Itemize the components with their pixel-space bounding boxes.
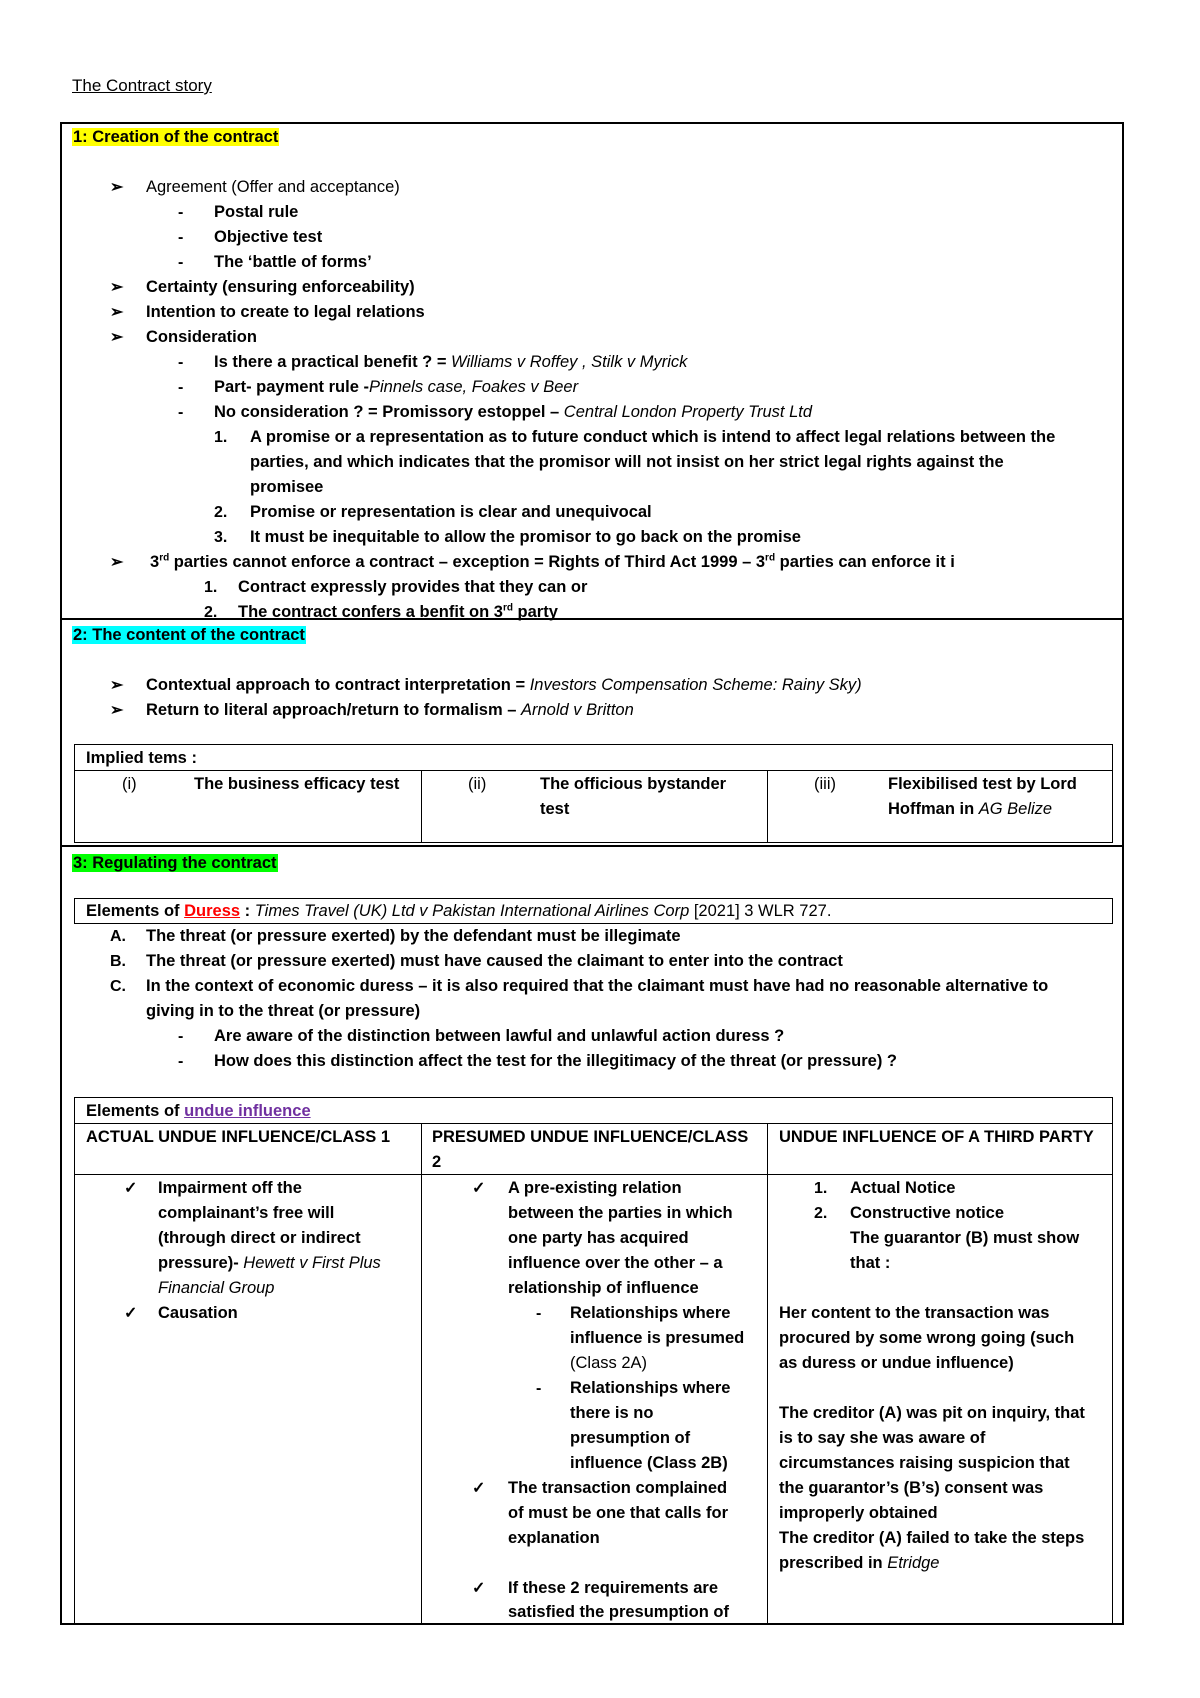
presumed-element-relation: between the parties in which <box>508 1204 733 1222</box>
list-number: 2. <box>814 1205 828 1222</box>
checkmark-icon: ✓ <box>472 1480 486 1497</box>
presumed-element-relation: one party has acquired <box>508 1229 689 1247</box>
list-letter: A. <box>110 928 126 945</box>
dash-bullet-icon: - <box>178 1053 184 1070</box>
table-rule <box>421 1123 422 1624</box>
third-party-condition: as duress or undue influence) <box>779 1354 1014 1372</box>
implied-terms-heading: Implied tems : <box>86 749 197 767</box>
column-header-third-party: UNDUE INFLUENCE OF A THIRD PARTY <box>779 1128 1094 1146</box>
literal-approach: Return to literal approach/return to formalism – Arnold v Britton <box>146 701 634 719</box>
table-rule <box>74 770 1113 771</box>
flexibilised-test: Flexibilised test by Lord <box>888 775 1077 793</box>
objective-test: Objective test <box>214 228 323 246</box>
duress-element-b: The threat (or pressure exerted) must have caused the claimant to enter into the contract <box>146 952 843 970</box>
dash-bullet-icon: - <box>178 254 184 271</box>
checkmark-icon: ✓ <box>124 1180 138 1197</box>
duress-element-c: giving in to the threat (or pressure) <box>146 1002 421 1020</box>
certainty-item: Certainty (ensuring enforceability) <box>146 278 415 296</box>
checkmark-icon: ✓ <box>472 1180 486 1197</box>
postal-rule: Postal rule <box>214 203 299 221</box>
presumed-element-relation: A pre-existing relation <box>508 1179 682 1197</box>
class-2a-item: influence is presumed <box>570 1329 745 1347</box>
presumed-element-transaction: of must be one that calls for <box>508 1504 729 1522</box>
list-number: 2. <box>204 604 218 621</box>
dash-bullet-icon: - <box>178 354 184 371</box>
third-party-condition: improperly obtained <box>779 1504 938 1522</box>
business-efficacy-test: The business efficacy test <box>194 775 400 793</box>
list-number: 1. <box>814 1180 828 1197</box>
presumed-element-transaction: explanation <box>508 1529 600 1547</box>
table-rule <box>767 1123 768 1624</box>
actual-element-impairment: pressure)- Hewett v First Plus <box>158 1254 381 1272</box>
arrow-bullet-icon: ➢ <box>110 554 124 571</box>
presumed-element-requirements: satisfied the presumption of <box>508 1603 729 1621</box>
column-header-presumed: 2 <box>432 1153 442 1171</box>
list-number: 3. <box>214 529 228 546</box>
presumed-element-relation: relationship of influence <box>508 1279 699 1297</box>
third-party-condition-2: The contract confers a benfit on 3rd party <box>238 602 558 621</box>
third-party-condition: procured by some wrong going (such <box>779 1329 1075 1347</box>
arrow-bullet-icon: ➢ <box>110 179 124 196</box>
flexibilised-test: Hoffman in AG Belize <box>888 800 1053 818</box>
implied-term-number: (iii) <box>814 775 836 793</box>
third-party-condition: the guarantor’s (B’s) consent was <box>779 1479 1044 1497</box>
class-2b-item: influence (Class 2B) <box>570 1454 728 1472</box>
arrow-bullet-icon: ➢ <box>110 677 124 694</box>
list-letter: C. <box>110 978 126 995</box>
third-party-condition: circumstances raising suspicion that <box>779 1454 1070 1472</box>
actual-notice: Actual Notice <box>850 1179 956 1197</box>
dash-bullet-icon: - <box>536 1305 542 1322</box>
third-party-condition: prescribed in Etridge <box>779 1554 940 1572</box>
list-number: 2. <box>214 504 228 521</box>
table-rule <box>767 770 768 843</box>
guarantor-must-show: The guarantor (B) must show <box>850 1229 1080 1247</box>
duress-element-a: The threat (or pressure exerted) by the defendant must be illegimate <box>146 927 681 945</box>
intention-item: Intention to create to legal relations <box>146 303 425 321</box>
part-payment-rule: Part- payment rule -Pinnels case, Foakes v Beer <box>214 378 579 396</box>
dash-bullet-icon: - <box>536 1380 542 1397</box>
consideration-item: Consideration <box>146 328 257 346</box>
presumed-element-relation: influence over the other – a <box>508 1254 723 1272</box>
duress-question-1: Are aware of the distinction between lawful and unlawful action duress ? <box>214 1027 785 1045</box>
dash-bullet-icon: - <box>178 379 184 396</box>
third-party-condition-1: Contract expressly provides that they can or <box>238 578 588 596</box>
implied-term-number: (i) <box>122 775 137 793</box>
table-rule <box>421 770 422 843</box>
arrow-bullet-icon: ➢ <box>110 279 124 296</box>
third-party-condition: is to say she was aware of <box>779 1429 986 1447</box>
page-title: The Contract story <box>72 76 212 95</box>
section-divider <box>60 845 1124 847</box>
estoppel-point-1: A promise or a representation as to future conduct which is intend to affect legal relations between the <box>250 428 1056 446</box>
estoppel-point-2: Promise or representation is clear and unequivocal <box>250 503 652 521</box>
agreement-item: Agreement (Offer and acceptance) <box>146 178 400 196</box>
practical-benefit: Is there a practical benefit ? = Williams v Roffey , Stilk v Myrick <box>214 353 688 371</box>
battle-of-forms: The ‘battle of forms’ <box>214 253 372 271</box>
checkmark-icon: ✓ <box>124 1305 138 1322</box>
dash-bullet-icon: - <box>178 204 184 221</box>
section1-heading: 1: Creation of the contract <box>73 128 279 146</box>
list-number: 1. <box>214 429 228 446</box>
actual-element-impairment: complainant’s free will <box>158 1204 335 1222</box>
estoppel-point-3: It must be inequitable to allow the promisor to go back on the promise <box>250 528 801 546</box>
third-party-condition: The creditor (A) was pit on inquiry, that <box>779 1404 1085 1422</box>
estoppel-point-1: parties, and which indicates that the promisor will not insist on her strict legal rights against the <box>250 453 1004 471</box>
class-2a-item: (Class 2A) <box>570 1354 648 1372</box>
table-rule <box>74 1174 1113 1175</box>
constructive-notice: Constructive notice <box>850 1204 1005 1222</box>
column-header-actual: ACTUAL UNDUE INFLUENCE/CLASS 1 <box>86 1128 391 1146</box>
guarantor-must-show: that : <box>850 1254 891 1272</box>
dash-bullet-icon: - <box>178 404 184 421</box>
checkmark-icon: ✓ <box>472 1580 486 1597</box>
presumed-element-requirements: If these 2 requirements are <box>508 1579 719 1597</box>
duress-heading: Elements of Duress : Times Travel (UK) Ltd v Pakistan International Airlines Corp [2021] 3 WLR 727. <box>86 902 832 920</box>
column-header-presumed: PRESUMED UNDUE INFLUENCE/CLASS <box>432 1128 749 1146</box>
no-consideration: No consideration ? = Promissory estoppel – Central London Property Trust Ltd <box>214 403 813 421</box>
actual-element-causation: Causation <box>158 1304 238 1322</box>
officious-bystander-test: The officious bystander <box>540 775 727 793</box>
arrow-bullet-icon: ➢ <box>110 329 124 346</box>
undue-influence-heading: Elements of undue influence <box>86 1102 311 1120</box>
officious-bystander-test: test <box>540 800 570 818</box>
arrow-bullet-icon: ➢ <box>110 702 124 719</box>
section2-heading: 2: The content of the contract <box>73 626 305 644</box>
section-divider <box>60 618 1124 620</box>
implied-term-number: (ii) <box>468 775 487 793</box>
list-letter: B. <box>110 953 126 970</box>
actual-element-impairment: Impairment off the <box>158 1179 302 1197</box>
arrow-bullet-icon: ➢ <box>110 304 124 321</box>
estoppel-point-1: promisee <box>250 478 324 496</box>
class-2b-item: Relationships where <box>570 1379 731 1397</box>
third-party-condition: Her content to the transaction was <box>779 1304 1050 1322</box>
third-party-condition: The creditor (A) failed to take the steps <box>779 1529 1085 1547</box>
dash-bullet-icon: - <box>178 229 184 246</box>
actual-element-impairment: (through direct or indirect <box>158 1229 361 1247</box>
presumed-element-transaction: The transaction complained <box>508 1479 728 1497</box>
third-parties-item: 3rd parties cannot enforce a contract – exception = Rights of Third Act 1999 – 3rd parties can enforce it i <box>150 552 955 571</box>
class-2b-item: presumption of <box>570 1429 691 1447</box>
duress-question-2: How does this distinction affect the test for the illegitimacy of the threat (or pressure) ? <box>214 1052 898 1070</box>
dash-bullet-icon: - <box>178 1028 184 1045</box>
list-number: 1. <box>204 579 218 596</box>
duress-element-c: In the context of economic duress – it is also required that the claimant must have had no reasonable alternative to <box>146 977 1049 995</box>
class-2a-item: Relationships where <box>570 1304 731 1322</box>
class-2b-item: there is no <box>570 1404 654 1422</box>
actual-element-impairment: Financial Group <box>158 1279 275 1297</box>
contextual-approach: Contextual approach to contract interpretation = Investors Compensation Scheme: Rainy Sky) <box>146 676 862 694</box>
section3-heading: 3: Regulating the contract <box>73 854 277 872</box>
